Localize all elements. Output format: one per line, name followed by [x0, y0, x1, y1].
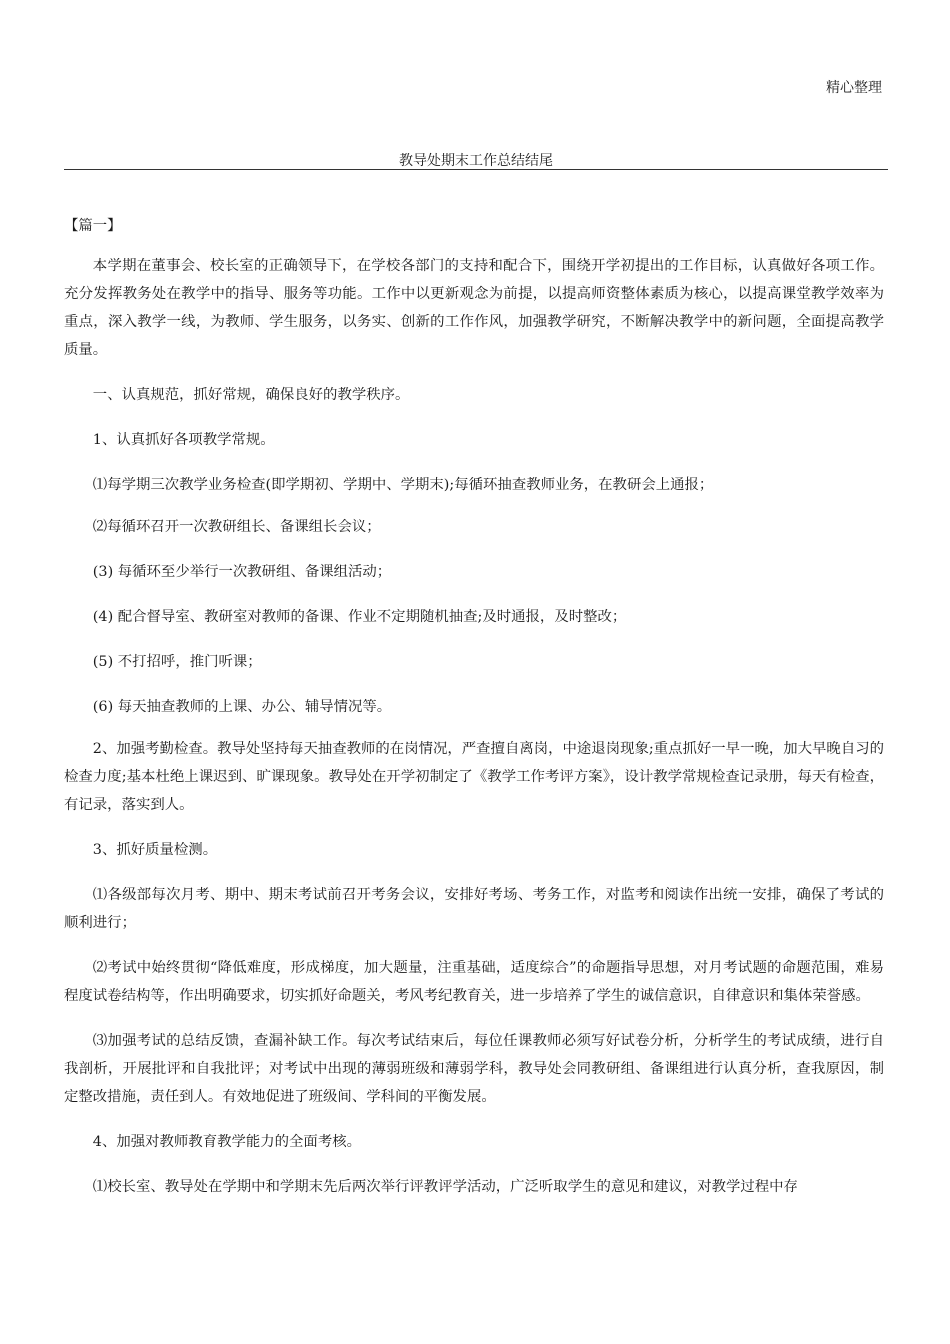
paragraph-attendance: 2、加强考勤检查。教导处坚持每天抽查教师的在岗情况，严查擅自离岗，中途退岗现象;重点抓好一早一晚，加大早晚自习的检查力度;基本杜绝上课迟到、旷课现象。教导处在开学初制定了《教学工作考评方案》，设计教学常规检查记录册，每天有检查，有记录，落实到人。 — [64, 741, 884, 813]
list-item: ⑴各级部每次月考、期中、期末考试前召开考务会议，安排好考场、考务工作，对监考和阅读作出统一安排，确保了考试的顺利进行； — [64, 887, 884, 931]
list-item: ⑶加强考试的总结反馈，查漏补缺工作。每次考试结束后，每位任课教师必须写好试卷分析，分析学生的考试成绩，进行自我剖析，开展批评和自我批评；对考试中出现的薄弱班级和薄弱学科，教导处会同教研组、备课组进行认真分析，查我原因，制定整改措施，责任到人。有效地促进了班级间、学科间的平衡发展。 — [64, 1033, 884, 1105]
section-tag: 【篇一】 — [64, 218, 122, 234]
list-item: ⑴校长室、教导处在学期中和学期末先后两次举行评教评学活动，广泛听取学生的意见和建议，对教学过程中存 — [92, 1179, 798, 1195]
heading-item-1: 1、认真抓好各项教学常规。 — [92, 432, 275, 448]
paragraph-intro: 本学期在董事会、校长室的正确领导下，在学校各部门的支持和配合下，围绕开学初提出的工作目标，认真做好各项工作。充分发挥教务处在教学中的指导、服务等功能。工作中以更新观念为前提，以提高师资整体素质为核心，以提高课堂教学效率为重点，深入教学一线，为教师、学生服务，以务实、创新的工作作风，加强教学研究，不断解决教学中的新问题，全面提高教学质量。 — [64, 258, 884, 358]
header-divider — [64, 169, 888, 170]
page-title: 教导处期末工作总结结尾 — [399, 153, 553, 169]
list-item: (4) 配合督导室、教研室对教师的备课、作业不定期随机抽查;及时通报，及时整改； — [92, 609, 627, 625]
heading-item-4: 4、加强对教师教育教学能力的全面考核。 — [92, 1134, 361, 1150]
list-item: (5) 不打招呼，推门听课； — [92, 654, 262, 670]
list-item: (3) 每循环至少举行一次教研组、备课组活动； — [92, 564, 392, 580]
corner-note: 精心整理 — [826, 80, 882, 96]
heading-item-3: 3、抓好质量检测。 — [92, 842, 218, 858]
list-item: ⑵每循环召开一次教研组长、备课组长会议； — [92, 519, 381, 535]
list-item: ⑵考试中始终贯彻“降低难度，形成梯度，加大题量，注重基础，适度综合”的命题指导思想，对月考试题的命题范围，难易程度试卷结构等，作出明确要求，切实抓好命题关，考风考纪教育关，进一步培养了学生的诚信意识，自律意识和集体荣誉感。 — [64, 960, 884, 1004]
document-body — [64, 212, 884, 1201]
list-item: (6) 每天抽查教师的上课、办公、辅导情况等。 — [92, 699, 392, 715]
heading-section-1: 一、认真规范，抓好常规，确保良好的教学秩序。 — [92, 387, 410, 403]
list-item: ⑴每学期三次教学业务检查(即学期初、学期中、学期末);每循环抽查教师业务，在教研会上通报； — [92, 477, 714, 493]
